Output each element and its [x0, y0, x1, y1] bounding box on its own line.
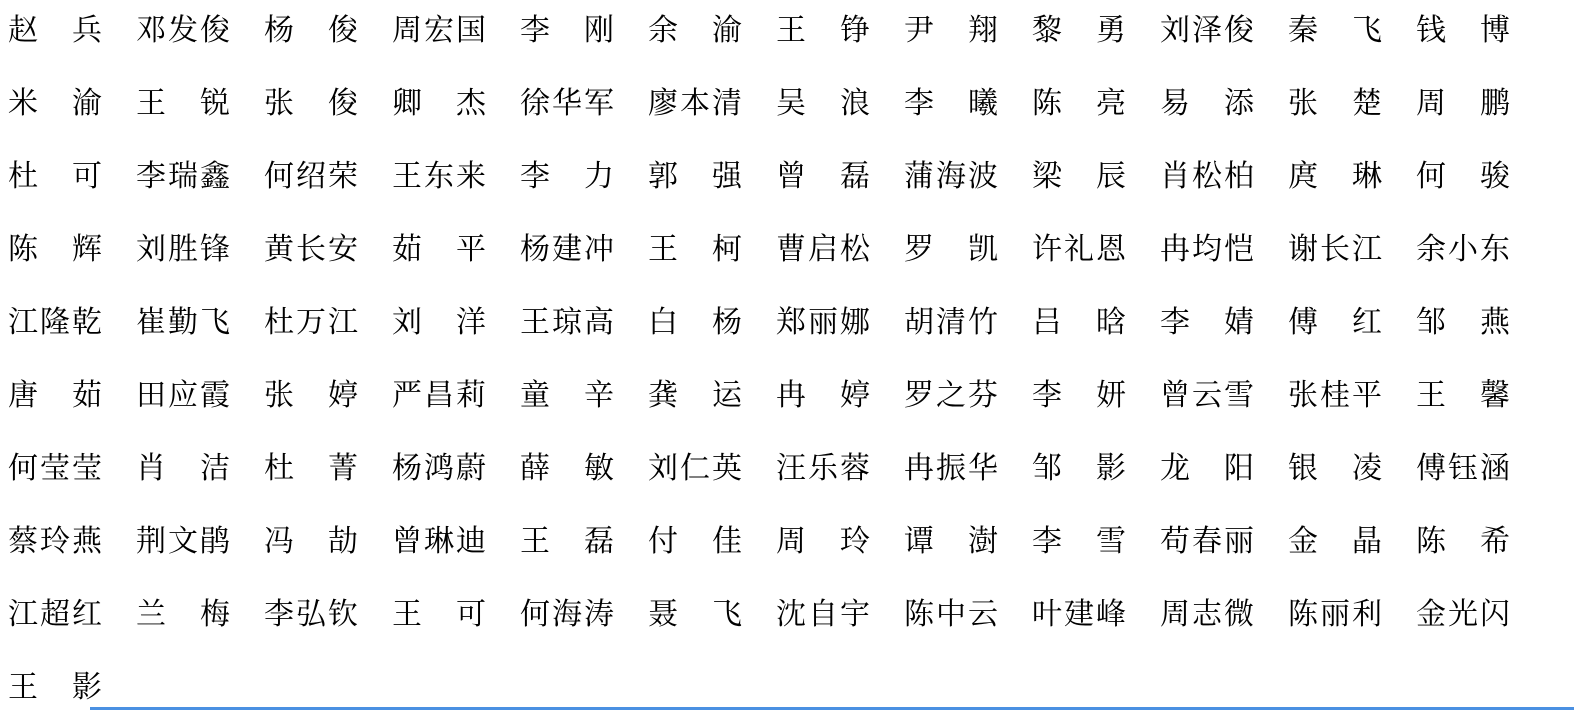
person-name: 周玲 — [776, 525, 870, 558]
person-name: 张楚 — [1288, 87, 1382, 120]
person-name: 龚运 — [648, 379, 742, 412]
person-name: 杨鸿蔚 — [392, 452, 486, 485]
person-name: 李刚 — [520, 14, 614, 47]
person-name: 谢长江 — [1288, 233, 1382, 266]
person-name: 冯劼 — [264, 525, 358, 558]
person-name: 江超红 — [8, 598, 102, 631]
person-name: 赵兵 — [8, 14, 102, 47]
person-name: 陈辉 — [8, 233, 102, 266]
person-name: 李力 — [520, 160, 614, 193]
person-name: 余渝 — [648, 14, 742, 47]
bottom-accent-line — [90, 707, 1574, 710]
person-name: 肖松柏 — [1160, 160, 1254, 193]
person-name: 梁辰 — [1032, 160, 1126, 193]
person-name: 邹影 — [1032, 452, 1126, 485]
person-name: 王琼高 — [520, 306, 614, 339]
person-name: 谭澍 — [904, 525, 998, 558]
person-name: 杨俊 — [264, 14, 358, 47]
person-name: 严昌莉 — [392, 379, 486, 412]
person-name: 汪乐蓉 — [776, 452, 870, 485]
person-name: 曾琳迪 — [392, 525, 486, 558]
person-name: 陈希 — [1416, 525, 1510, 558]
person-name: 余小东 — [1416, 233, 1510, 266]
person-name: 王可 — [392, 598, 486, 631]
person-name: 冉振华 — [904, 452, 998, 485]
person-name: 郭强 — [648, 160, 742, 193]
person-name: 刘胜锋 — [136, 233, 230, 266]
person-name: 李妍 — [1032, 379, 1126, 412]
person-name: 曾磊 — [776, 160, 870, 193]
person-name: 付佳 — [648, 525, 742, 558]
person-name: 周宏国 — [392, 14, 486, 47]
person-name: 荆文鹃 — [136, 525, 230, 558]
person-name: 王馨 — [1416, 379, 1510, 412]
person-name: 兰梅 — [136, 598, 230, 631]
person-name: 蔡玲燕 — [8, 525, 102, 558]
person-name: 王东来 — [392, 160, 486, 193]
person-name: 何绍荣 — [264, 160, 358, 193]
person-name: 张俊 — [264, 87, 358, 120]
person-name: 傅钰涵 — [1416, 452, 1510, 485]
person-name: 何海涛 — [520, 598, 614, 631]
person-name: 金光闪 — [1416, 598, 1510, 631]
person-name: 陈丽利 — [1288, 598, 1382, 631]
person-name: 薛敏 — [520, 452, 614, 485]
person-name: 胡清竹 — [904, 306, 998, 339]
person-name: 廖本清 — [648, 87, 742, 120]
person-name: 童辛 — [520, 379, 614, 412]
person-name: 李弘钦 — [264, 598, 358, 631]
person-name: 肖洁 — [136, 452, 230, 485]
person-name: 银凌 — [1288, 452, 1382, 485]
person-name: 李婧 — [1160, 306, 1254, 339]
person-name: 杨建冲 — [520, 233, 614, 266]
person-name: 罗之芬 — [904, 379, 998, 412]
person-name: 钱博 — [1416, 14, 1510, 47]
person-name: 李曦 — [904, 87, 998, 120]
person-name: 黎勇 — [1032, 14, 1126, 47]
person-name: 王磊 — [520, 525, 614, 558]
person-name: 曹启松 — [776, 233, 870, 266]
person-name: 周鹏 — [1416, 87, 1510, 120]
person-name: 吕晗 — [1032, 306, 1126, 339]
person-name: 张桂平 — [1288, 379, 1382, 412]
person-name: 卿杰 — [392, 87, 486, 120]
person-name: 罗凯 — [904, 233, 998, 266]
person-name: 张婷 — [264, 379, 358, 412]
person-name: 王柯 — [648, 233, 742, 266]
person-name: 王铮 — [776, 14, 870, 47]
person-name: 曾云雪 — [1160, 379, 1254, 412]
person-name: 傅红 — [1288, 306, 1382, 339]
person-name: 尹翔 — [904, 14, 998, 47]
person-name: 秦飞 — [1288, 14, 1382, 47]
person-name: 冉均恺 — [1160, 233, 1254, 266]
person-name: 崔勤飞 — [136, 306, 230, 339]
person-name: 王影 — [8, 671, 102, 704]
person-name: 郑丽娜 — [776, 306, 870, 339]
person-name: 白杨 — [648, 306, 742, 339]
person-name: 刘洋 — [392, 306, 486, 339]
person-name: 聂飞 — [648, 598, 742, 631]
person-name: 黄长安 — [264, 233, 358, 266]
person-name: 茹平 — [392, 233, 486, 266]
person-name: 易添 — [1160, 87, 1254, 120]
person-name: 刘仁英 — [648, 452, 742, 485]
person-name: 唐茹 — [8, 379, 102, 412]
person-name: 何莹莹 — [8, 452, 102, 485]
person-name: 许礼恩 — [1032, 233, 1126, 266]
person-name: 杜菁 — [264, 452, 358, 485]
person-name: 杜可 — [8, 160, 102, 193]
person-name: 田应霞 — [136, 379, 230, 412]
person-name: 苟春丽 — [1160, 525, 1254, 558]
person-name: 叶建峰 — [1032, 598, 1126, 631]
person-name: 蒲海波 — [904, 160, 998, 193]
person-name: 冉婷 — [776, 379, 870, 412]
person-name: 徐华军 — [520, 87, 614, 120]
person-name: 李雪 — [1032, 525, 1126, 558]
person-name: 邓发俊 — [136, 14, 230, 47]
person-name: 金晶 — [1288, 525, 1382, 558]
person-name: 刘泽俊 — [1160, 14, 1254, 47]
person-name: 米渝 — [8, 87, 102, 120]
person-name: 沈自宇 — [776, 598, 870, 631]
person-name: 江隆乾 — [8, 306, 102, 339]
person-name: 周志微 — [1160, 598, 1254, 631]
person-name: 庹琳 — [1288, 160, 1382, 193]
person-name: 邹燕 — [1416, 306, 1510, 339]
person-name: 龙阳 — [1160, 452, 1254, 485]
person-name: 李瑞鑫 — [136, 160, 230, 193]
person-name: 陈中云 — [904, 598, 998, 631]
person-name: 陈亮 — [1032, 87, 1126, 120]
person-name: 王锐 — [136, 87, 230, 120]
person-name: 何骏 — [1416, 160, 1510, 193]
person-name: 吴浪 — [776, 87, 870, 120]
person-name: 杜万江 — [264, 306, 358, 339]
